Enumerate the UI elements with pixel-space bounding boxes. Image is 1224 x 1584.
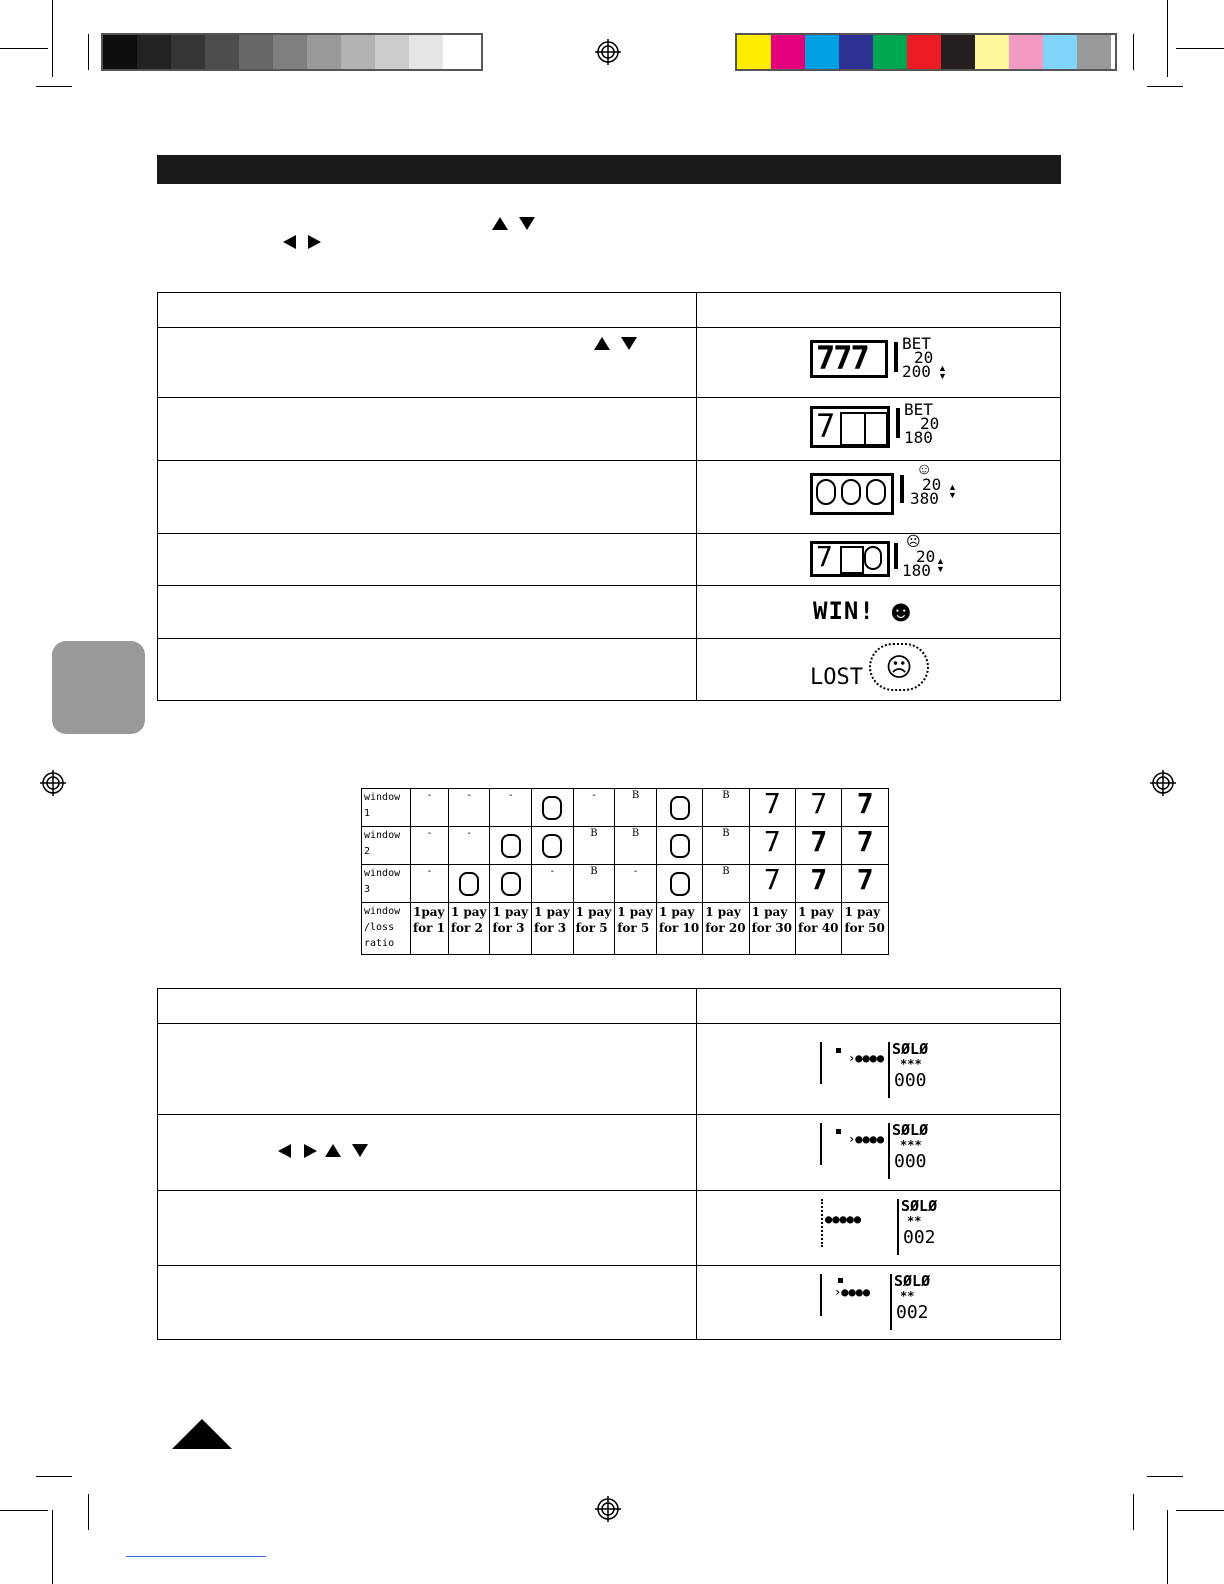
ratio-cell: 1pay for 1 — [411, 903, 449, 955]
seven-solid-icon: 7 — [810, 863, 828, 896]
ball-icon — [838, 1278, 843, 1283]
bet-value: 20 — [914, 348, 934, 367]
apple-icon — [864, 546, 882, 570]
pay-cell — [490, 865, 532, 903]
gray-swatch — [171, 35, 205, 69]
up-down-icon: ▲ ▼ — [938, 363, 947, 381]
paddle-icon: ›●●●● — [848, 1051, 885, 1065]
paddle-icon: ›●●●● — [834, 1285, 871, 1299]
mode-label: SØLØ — [892, 1040, 929, 1058]
lever-icon — [896, 408, 900, 438]
gray-swatch — [137, 35, 171, 69]
crop-mark — [1176, 1510, 1224, 1511]
registration-mark-icon — [1150, 770, 1176, 796]
sad-face-icon: ☹ — [906, 533, 921, 549]
pay-cell — [656, 865, 702, 903]
ratio-cell: 1 pay for 5 — [615, 903, 657, 955]
row-label: window 3 — [362, 865, 411, 903]
stars-label: *** — [900, 1057, 922, 1071]
win-label: WIN! — [813, 597, 875, 625]
gray-swatch — [239, 35, 273, 69]
down-arrow-icon — [519, 217, 535, 230]
crop-mark — [1133, 1494, 1134, 1530]
color-swatch — [771, 35, 805, 69]
bet-value: 20 — [920, 414, 940, 433]
ratio-cell: 1 pay for 30 — [749, 903, 795, 955]
pay-cell — [749, 827, 795, 865]
table-cell — [158, 328, 697, 398]
table-cell — [158, 1191, 697, 1266]
score-label: 002 — [896, 1302, 929, 1323]
table-cell — [697, 1266, 1061, 1340]
table-header-cell — [697, 989, 1061, 1024]
pay-cell: - — [490, 789, 532, 827]
page-triangle-icon — [172, 1419, 232, 1449]
pay-cell — [796, 789, 842, 827]
pay-cell — [532, 827, 574, 865]
crop-mark — [0, 1510, 48, 1511]
left-arrow-icon — [283, 235, 296, 249]
seven-solid-icon: 7 — [856, 825, 874, 858]
pay-cell: B — [615, 789, 657, 827]
table-row — [362, 865, 889, 903]
table-cell — [158, 586, 697, 639]
crop-mark — [1147, 1476, 1183, 1477]
crop-mark — [52, 1510, 53, 1584]
gray-swatch — [103, 35, 137, 69]
crop-mark — [1147, 86, 1183, 87]
right-arrow-icon — [308, 235, 321, 249]
seven-solid-icon: 7 — [810, 825, 828, 858]
pay-cell — [532, 789, 574, 827]
seven-solid-icon: 7 — [856, 863, 874, 896]
table-cell — [697, 461, 1061, 534]
lever-icon — [900, 475, 904, 503]
table-cell — [158, 1024, 697, 1115]
apple-icon — [501, 834, 521, 858]
registration-mark-icon — [40, 770, 66, 796]
table-cell — [697, 1024, 1061, 1115]
ratio-cell: 1 pay for 5 — [573, 903, 615, 955]
pay-cell: - — [448, 827, 490, 865]
ball-icon — [836, 1129, 841, 1134]
apple-icon — [542, 834, 562, 858]
table-cell — [158, 461, 697, 534]
reel-symbols: 7 — [816, 540, 833, 573]
table-cell — [158, 1266, 697, 1340]
up-arrow-icon — [594, 337, 610, 350]
credit-value: 180 — [904, 428, 933, 447]
apple-icon — [542, 796, 562, 820]
bet-label: BET — [902, 334, 931, 353]
table-row — [362, 789, 889, 827]
color-swatch — [975, 35, 1009, 69]
stars-label: ** — [907, 1214, 922, 1228]
solo-game-table — [157, 988, 1061, 1340]
crop-mark — [1133, 34, 1134, 70]
gray-swatch — [273, 35, 307, 69]
score-label: 000 — [894, 1070, 927, 1091]
table-cell — [697, 328, 1061, 398]
apple-icon — [501, 872, 521, 896]
crop-mark — [1167, 0, 1168, 77]
crop-mark — [88, 1494, 89, 1530]
pay-cell — [656, 827, 702, 865]
ratio-cell: 1 pay for 3 — [532, 903, 574, 955]
seven-outline-icon: 7 — [763, 787, 781, 820]
color-swatch — [1077, 35, 1111, 69]
up-down-icon: ▲ ▼ — [936, 556, 945, 574]
pay-cell — [749, 789, 795, 827]
slot-machine-table — [157, 292, 1061, 701]
table-cell — [158, 534, 697, 586]
bet-label: BET — [904, 400, 933, 419]
color-swatch — [907, 35, 941, 69]
table-cell — [697, 398, 1061, 461]
color-swatch — [1009, 35, 1043, 69]
ratio-cell: 1 pay for 50 — [842, 903, 889, 955]
gray-swatch — [205, 35, 239, 69]
gray-swatch — [409, 35, 443, 69]
apple-icon — [670, 872, 690, 896]
ratio-cell: 1 pay for 10 — [656, 903, 702, 955]
color-swatch — [805, 35, 839, 69]
seven-outline-icon: 7 — [763, 863, 781, 896]
pay-cell — [796, 827, 842, 865]
apple-icon — [459, 872, 479, 896]
color-swatch — [737, 35, 771, 69]
mode-label: SØLØ — [892, 1121, 929, 1139]
stars-label: ** — [900, 1289, 915, 1303]
table-row — [362, 903, 889, 955]
gray-swatch — [443, 35, 477, 69]
down-arrow-icon — [621, 337, 637, 350]
table-cell — [697, 1115, 1061, 1191]
paddle-icon: ›●●●● — [848, 1132, 885, 1146]
table-header-cell — [158, 989, 697, 1024]
seven-solid-icon: 7 — [856, 787, 874, 820]
lever-icon — [894, 342, 898, 372]
apple-icon — [816, 479, 836, 505]
pay-cell: - — [573, 789, 615, 827]
apple-icon — [841, 479, 861, 505]
happy-face-icon: ☺ — [916, 461, 933, 478]
gray-swatch — [375, 35, 409, 69]
gray-swatch — [307, 35, 341, 69]
color-swatch — [839, 35, 873, 69]
table-cell — [158, 639, 697, 701]
pay-cell: - — [615, 865, 657, 903]
crop-mark — [52, 0, 53, 77]
table-cell — [697, 534, 1061, 586]
stars-label: *** — [900, 1138, 922, 1152]
apple-icon — [866, 479, 886, 505]
color-swatch — [1043, 35, 1077, 69]
pay-cell — [448, 865, 490, 903]
down-arrow-icon — [352, 1144, 368, 1157]
ratio-cell: 1 pay for 3 — [490, 903, 532, 955]
ratio-cell: 1 pay for 40 — [796, 903, 842, 955]
table-cell — [697, 639, 1061, 701]
row-label: window 2 — [362, 827, 411, 865]
pay-cell — [842, 789, 889, 827]
bet-value: 20 — [922, 475, 942, 494]
ratio-cell: 1 pay for 20 — [703, 903, 749, 955]
up-arrow-icon — [325, 1144, 341, 1157]
lever-icon — [894, 543, 898, 569]
pay-cell: B — [703, 789, 749, 827]
row-label: window 1 — [362, 789, 411, 827]
credit-value: 380 — [910, 489, 939, 508]
color-swatch — [941, 35, 975, 69]
registration-mark-icon — [595, 39, 621, 65]
table-header-cell — [697, 293, 1061, 328]
color-swatch — [873, 35, 907, 69]
footer-rule — [126, 1556, 266, 1557]
pay-cell — [656, 789, 702, 827]
pay-cell: B — [615, 827, 657, 865]
seven-outline-icon: 7 — [810, 787, 828, 820]
bet-value: 20 — [916, 547, 936, 566]
score-label: 000 — [894, 1151, 927, 1172]
left-arrow-icon — [278, 1144, 291, 1158]
credit-value: 200 — [902, 362, 931, 381]
up-arrow-icon — [492, 217, 508, 230]
credit-value: 180 — [902, 561, 931, 580]
gray-swatch — [341, 35, 375, 69]
row-label: window /loss ratio — [362, 903, 411, 955]
crop-mark — [1176, 48, 1224, 49]
chapter-side-tab — [52, 641, 145, 734]
apple-icon — [670, 834, 690, 858]
pay-cell: - — [532, 865, 574, 903]
pay-cell: B — [573, 865, 615, 903]
lost-label: LOST — [810, 665, 863, 690]
ratio-cell: 1 pay for 2 — [448, 903, 490, 955]
registration-mark-icon — [595, 1496, 621, 1522]
reel-symbols: 7 — [816, 407, 836, 445]
crying-character-icon: ☹ — [869, 643, 929, 691]
pay-cell — [842, 827, 889, 865]
table-header-cell — [158, 293, 697, 328]
right-arrow-icon — [304, 1144, 317, 1158]
table-cell — [158, 1115, 697, 1191]
pay-cell — [842, 865, 889, 903]
pay-cell: - — [448, 789, 490, 827]
pay-cell: - — [411, 827, 449, 865]
table-row — [362, 827, 889, 865]
pay-cell — [796, 865, 842, 903]
score-label: 002 — [903, 1227, 936, 1248]
mode-label: SØLØ — [901, 1197, 938, 1215]
ball-icon — [836, 1048, 841, 1053]
mode-label: SØLØ — [894, 1272, 931, 1290]
cheering-character-icon: ☻ — [885, 595, 917, 628]
crop-mark — [1167, 1510, 1168, 1584]
payout-table — [361, 788, 889, 955]
apple-icon — [670, 796, 690, 820]
section-header-band — [157, 155, 1061, 184]
reel-symbols: 777 — [816, 339, 868, 377]
pay-cell: B — [703, 827, 749, 865]
crop-mark — [36, 86, 72, 87]
pay-cell: - — [411, 789, 449, 827]
pay-cell: - — [411, 865, 449, 903]
crop-mark — [36, 1476, 72, 1477]
pay-cell — [749, 865, 795, 903]
table-cell — [697, 1191, 1061, 1266]
up-down-icon: ▲ ▼ — [948, 482, 957, 500]
seven-outline-icon: 7 — [763, 825, 781, 858]
crop-mark — [0, 48, 48, 49]
table-cell — [158, 398, 697, 461]
pay-cell: B — [573, 827, 615, 865]
pay-cell — [490, 827, 532, 865]
paddle-icon: ●●●●● — [825, 1212, 862, 1226]
crop-mark — [88, 34, 89, 70]
table-cell — [697, 586, 1061, 639]
pay-cell: B — [703, 865, 749, 903]
